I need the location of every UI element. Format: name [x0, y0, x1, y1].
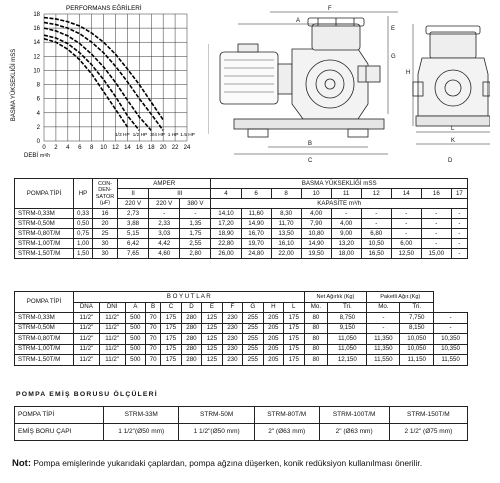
- col-subheader: G: [243, 302, 263, 313]
- table-cell: 4,42: [149, 239, 180, 249]
- col-amper-iii: III: [149, 189, 211, 199]
- x-tick-label: 12: [112, 145, 119, 151]
- table-cell: 0,75: [74, 229, 93, 239]
- pump-model-cell: STRM-0,80T/M: [15, 334, 74, 345]
- table-cell: -: [421, 209, 451, 219]
- table-cell: 5,15: [118, 229, 149, 239]
- table-row: [15, 249, 468, 259]
- performance-table: [14, 178, 468, 259]
- table-cell: 19,50: [301, 249, 331, 259]
- table-cell: 2,33: [149, 219, 180, 229]
- table-cell: 10,050: [400, 344, 434, 355]
- table-cell: 11,60: [241, 209, 271, 219]
- col-subheader: B: [146, 302, 161, 313]
- y-tick-label: 0: [36, 139, 40, 145]
- table-cell: 4,00: [331, 219, 361, 229]
- table-cell: 70: [146, 344, 161, 355]
- table-cell: 22,80: [211, 239, 241, 249]
- col-amper: AMPER: [118, 179, 211, 189]
- table-cell: 205: [263, 334, 283, 345]
- table-cell: 1,75: [180, 229, 211, 239]
- table-cell: -: [434, 323, 468, 334]
- table-cell: 9,150: [328, 323, 367, 334]
- table-cell: 9,00: [331, 229, 361, 239]
- table-cell: 2" (Ø63 mm): [254, 424, 319, 441]
- col-subheader: F: [222, 302, 242, 313]
- col-subheader: C: [161, 302, 181, 313]
- table-cell: 11/2": [74, 323, 100, 334]
- table-cell: 230: [222, 323, 242, 334]
- table-cell: 4,00: [301, 209, 331, 219]
- x-tick-label: 10: [100, 145, 107, 151]
- table-cell: 13,50: [271, 229, 301, 239]
- dim-label-c: C: [308, 158, 313, 164]
- col-pompa-tipi: POMPA TİPİ: [15, 179, 74, 209]
- table-cell: 19,70: [241, 239, 271, 249]
- chart-y-ticks: [33, 12, 40, 145]
- table-cell: 175: [161, 334, 181, 345]
- table-cell: 500: [125, 355, 145, 366]
- table-cell: 30: [93, 239, 118, 249]
- table-cell: 230: [222, 334, 242, 345]
- table-cell: 125: [202, 323, 222, 334]
- table-cell: 3,03: [149, 229, 180, 239]
- dimensions-table-body: [15, 313, 468, 366]
- table-cell: 20: [93, 219, 118, 229]
- x-tick-label: 24: [183, 145, 191, 151]
- table-cell: 205: [263, 355, 283, 366]
- table-cell: 11/2": [74, 344, 100, 355]
- col-subheader: H: [263, 302, 283, 313]
- col-head-12: 12: [361, 189, 391, 199]
- table-cell: -: [391, 229, 421, 239]
- col-kapasite: KAPASİTE m³/h: [211, 199, 468, 209]
- note-text: Pompa emişlerinde yukarıdaki çaplardan, pompa ağzına düşerken, konik redüksiyon kullanılması önerilir.: [31, 458, 423, 468]
- table-cell: -: [451, 229, 467, 239]
- table-cell: STRM-150T/M: [389, 407, 467, 424]
- chart-y-axis-label: BASMA YÜKSEKLİĞİ mSS: [11, 48, 17, 122]
- y-tick-label: 16: [33, 26, 40, 33]
- col-subheader: L: [284, 302, 304, 313]
- table-cell: 14,10: [211, 209, 241, 219]
- col-volt-1: 220 V: [118, 199, 149, 209]
- table-row: [15, 355, 468, 366]
- row-label-cell: POMPA TİPİ: [15, 407, 104, 424]
- pump-model-cell: STRM-0,50M: [15, 219, 74, 229]
- col-volt-3: 380 V: [180, 199, 211, 209]
- y-tick-label: 4: [36, 110, 40, 117]
- table-cell: 11/2": [99, 344, 125, 355]
- table-cell: 1,35: [180, 219, 211, 229]
- table-cell: 18,90: [211, 229, 241, 239]
- table-cell: 11,550: [367, 355, 400, 366]
- dim-label-f: F: [328, 6, 332, 12]
- table-cell: 6,80: [361, 229, 391, 239]
- suction-pipe-row-types: [15, 407, 468, 424]
- table-cell: -: [361, 209, 391, 219]
- table-cell: 17,20: [211, 219, 241, 229]
- table-cell: 80: [304, 334, 328, 345]
- table-cell: -: [367, 323, 400, 334]
- pump-model-cell: STRM-1,50T/M: [15, 249, 74, 259]
- y-tick-label: 2: [36, 124, 40, 131]
- dim-label-k: K: [451, 138, 456, 144]
- table-cell: 500: [125, 334, 145, 345]
- table-cell: 70: [146, 334, 161, 345]
- table-cell: -: [391, 209, 421, 219]
- table-cell: 11,050: [328, 334, 367, 345]
- table-cell: -: [421, 219, 451, 229]
- table-row: [15, 219, 468, 229]
- table-cell: 13,20: [331, 239, 361, 249]
- table-cell: 8,150: [400, 323, 434, 334]
- y-tick-label: 8: [36, 82, 40, 89]
- col-paketli-agirlik: Paketli Ağır.(Kg): [367, 292, 434, 303]
- table-cell: 15,00: [421, 249, 451, 259]
- x-tick-label: 20: [159, 145, 167, 151]
- col-head-16: 16: [421, 189, 451, 199]
- table-cell: -: [331, 209, 361, 219]
- col-head-17: 17: [451, 189, 467, 199]
- series-label-4: 1 HP: [167, 133, 179, 138]
- col-subheader: DNI: [99, 302, 125, 313]
- table-cell: 230: [222, 355, 242, 366]
- pump-model-cell: STRM-1,00T/M: [15, 344, 74, 355]
- table-cell: 175: [161, 323, 181, 334]
- col-kondansator: CON- DEN- SATOR (µF): [93, 179, 118, 209]
- x-tick-label: 18: [147, 145, 155, 151]
- table-cell: 205: [263, 344, 283, 355]
- table-cell: 7,65: [118, 249, 149, 259]
- table-cell: 22,00: [271, 249, 301, 259]
- col-subheader: DNA: [74, 302, 100, 313]
- table-cell: 11/2": [99, 313, 125, 324]
- dimensions-table: [14, 291, 468, 366]
- table-cell: 255: [243, 355, 263, 366]
- table-cell: -: [434, 313, 468, 324]
- table-cell: 16,70: [241, 229, 271, 239]
- col-subheader: Tri.: [328, 302, 367, 313]
- table-cell: 80: [304, 313, 328, 324]
- dim-label-g: G: [391, 54, 396, 60]
- note-label: Not:: [12, 458, 31, 469]
- performance-chart: [0, 0, 200, 162]
- table-cell: 255: [243, 344, 263, 355]
- table-cell: 8,750: [328, 313, 367, 324]
- table-cell: STRM-33M: [104, 407, 179, 424]
- table-cell: 70: [146, 323, 161, 334]
- table-cell: 280: [181, 355, 201, 366]
- pump-model-cell: STRM-0,33M: [15, 209, 74, 219]
- table-cell: 230: [222, 344, 242, 355]
- table-cell: 11/2": [99, 323, 125, 334]
- table-cell: 280: [181, 323, 201, 334]
- col-amper-ii: II: [118, 189, 149, 199]
- table-cell: 12,150: [328, 355, 367, 366]
- pump-model-cell: STRM-1,00T/M: [15, 239, 74, 249]
- dimensions-subheader: [15, 302, 468, 313]
- table-cell: 11/2": [99, 334, 125, 345]
- table-cell: 125: [202, 355, 222, 366]
- col-hp: HP: [74, 179, 93, 209]
- table-cell: 10,80: [301, 229, 331, 239]
- table-cell: 11,550: [434, 355, 468, 366]
- table-cell: 2,73: [118, 209, 149, 219]
- table-cell: 7,90: [301, 219, 331, 229]
- pump-model-cell: STRM-0,80T/M: [15, 229, 74, 239]
- table-cell: 80: [304, 355, 328, 366]
- pump-model-cell: STRM-1,50T/M: [15, 355, 74, 366]
- table-cell: 2 1/2" (Ø75 mm): [389, 424, 467, 441]
- col-pompa-tipi: POMPA TİPİ: [15, 292, 74, 313]
- series-line-1: [44, 39, 127, 127]
- table-cell: 11,150: [400, 355, 434, 366]
- table-cell: 280: [181, 334, 201, 345]
- performance-table-body: [15, 209, 468, 259]
- table-cell: 1 1/2"(Ø50 mm): [104, 424, 179, 441]
- table-cell: 4,60: [149, 249, 180, 259]
- table-cell: 1,50: [74, 249, 93, 259]
- table-cell: 11,350: [367, 334, 400, 345]
- table-row: [15, 313, 468, 324]
- table-row: [15, 239, 468, 249]
- series-label-3: 3/4 HP: [150, 133, 165, 138]
- table-cell: -: [367, 313, 400, 324]
- chart-title: PERFORMANS EĞRİLERİ: [66, 5, 142, 12]
- table-cell: 2" (Ø63 mm): [319, 424, 389, 441]
- col-head-10: 10: [301, 189, 331, 199]
- table-cell: 6,00: [391, 239, 421, 249]
- chart-series-labels: [115, 132, 195, 138]
- suction-pipe-row-diameters: [15, 424, 468, 441]
- table-cell: 10,350: [434, 344, 468, 355]
- table-cell: 125: [202, 334, 222, 345]
- table-cell: -: [180, 209, 211, 219]
- table-row: [15, 323, 468, 334]
- table-cell: 255: [243, 313, 263, 324]
- col-boyutlar: B O Y U T L A R: [74, 292, 305, 303]
- table-cell: 16,50: [361, 249, 391, 259]
- table-cell: 11,050: [328, 344, 367, 355]
- table-cell: 14,90: [301, 239, 331, 249]
- table-cell: -: [451, 209, 467, 219]
- series-line-3: [44, 28, 151, 130]
- col-subheader: D: [181, 302, 201, 313]
- table-cell: 175: [161, 313, 181, 324]
- table-cell: 230: [222, 313, 242, 324]
- table-cell: 175: [284, 323, 304, 334]
- dim-label-b: B: [308, 141, 313, 147]
- table-cell: 205: [263, 313, 283, 324]
- dim-label-d: D: [448, 158, 453, 164]
- table-cell: 25: [93, 229, 118, 239]
- table-cell: 255: [243, 323, 263, 334]
- y-tick-label: 12: [33, 54, 40, 61]
- table-row: [15, 334, 468, 345]
- table-cell: 80: [304, 344, 328, 355]
- y-tick-label: 14: [33, 40, 40, 47]
- table-cell: 16: [93, 209, 118, 219]
- table-cell: 11,350: [367, 344, 400, 355]
- series-label-2: 1/2 HP: [132, 133, 148, 138]
- table-cell: 255: [243, 334, 263, 345]
- suction-pipe-table: [14, 406, 468, 441]
- col-subheader: Tri.: [400, 302, 434, 313]
- table-cell: 2,80: [180, 249, 211, 259]
- col-net-agirlik: Net Ağırlık (Kg): [304, 292, 367, 303]
- table-cell: 11/2": [99, 355, 125, 366]
- table-cell: 10,050: [400, 334, 434, 345]
- y-tick-label: 10: [33, 68, 40, 75]
- table-cell: -: [421, 239, 451, 249]
- col-subheader: E: [202, 302, 222, 313]
- table-cell: 175: [161, 344, 181, 355]
- table-cell: 7,750: [400, 313, 434, 324]
- table-cell: 0,50: [74, 219, 93, 229]
- table-cell: 0,33: [74, 209, 93, 219]
- table-cell: 1,00: [74, 239, 93, 249]
- table-cell: -: [451, 249, 467, 259]
- dim-label-a: A: [296, 18, 301, 24]
- col-subheader: A: [125, 302, 145, 313]
- table-cell: 175: [284, 334, 304, 345]
- table-cell: STRM-50M: [179, 407, 254, 424]
- dim-label-l: L: [451, 126, 455, 132]
- table-cell: 11/2": [74, 313, 100, 324]
- table-cell: 26,00: [211, 249, 241, 259]
- table-cell: 175: [161, 355, 181, 366]
- table-cell: 500: [125, 344, 145, 355]
- table-cell: -: [149, 209, 180, 219]
- pump-model-cell: STRM-0,50M: [15, 323, 74, 334]
- table-cell: 1 1/2"(Ø50 mm): [179, 424, 254, 441]
- table-cell: -: [361, 219, 391, 229]
- col-head-6: 6: [241, 189, 271, 199]
- series-label-1: 1/3 HP: [115, 133, 130, 138]
- table-cell: 80: [304, 323, 328, 334]
- table-cell: 175: [284, 313, 304, 324]
- pump-model-cell: STRM-0,33M: [15, 313, 74, 324]
- pump-technical-drawing: [208, 4, 490, 164]
- table-cell: 2,55: [180, 239, 211, 249]
- table-cell: 10,350: [434, 334, 468, 345]
- footnote: [12, 458, 422, 469]
- x-tick-label: 14: [124, 145, 131, 151]
- table-cell: 14,90: [241, 219, 271, 229]
- table-cell: 10,50: [361, 239, 391, 249]
- table-cell: 24,80: [241, 249, 271, 259]
- x-tick-label: 2: [54, 145, 58, 151]
- table-cell: 280: [181, 344, 201, 355]
- table-cell: 70: [146, 355, 161, 366]
- dim-label-h: H: [406, 70, 411, 76]
- table-cell: 280: [181, 313, 201, 324]
- y-tick-label: 6: [36, 96, 40, 103]
- col-head-14: 14: [391, 189, 421, 199]
- series-label-5: 1.5 HP: [180, 133, 195, 138]
- table-cell: 125: [202, 344, 222, 355]
- table-cell: 6,42: [118, 239, 149, 249]
- table-cell: STRM-100T/M: [319, 407, 389, 424]
- col-subheader: Mo.: [367, 302, 400, 313]
- y-tick-label: 18: [33, 12, 40, 18]
- col-head-8: 8: [271, 189, 301, 199]
- x-tick-label: 0: [42, 145, 46, 151]
- chart-grid: [44, 14, 187, 141]
- dim-label-e: E: [391, 26, 396, 32]
- row-label-cell: EMİŞ BORU ÇAPI: [15, 424, 104, 441]
- col-head-4: 4: [211, 189, 241, 199]
- col-volt-2: 220 V: [149, 199, 180, 209]
- table-row: [15, 209, 468, 219]
- col-subheader: Mo.: [304, 302, 328, 313]
- x-tick-label: 8: [89, 145, 94, 151]
- table-cell: 11/2": [74, 334, 100, 345]
- table-cell: 500: [125, 313, 145, 324]
- table-cell: 125: [202, 313, 222, 324]
- table-cell: 3,88: [118, 219, 149, 229]
- table-cell: -: [391, 219, 421, 229]
- table-cell: 205: [263, 323, 283, 334]
- chart-x-axis-label: DEBİ m³/h: [24, 153, 51, 159]
- table-cell: 18,00: [331, 249, 361, 259]
- col-head-11: 11: [331, 189, 361, 199]
- table-cell: -: [451, 219, 467, 229]
- table-cell: 500: [125, 323, 145, 334]
- table-cell: STRM-80T/M: [254, 407, 319, 424]
- table-cell: 11,70: [271, 219, 301, 229]
- chart-x-ticks: [42, 145, 191, 151]
- suction-pipe-title: POMPA EMİŞ BORUSU ÖLÇÜLERİ: [16, 391, 158, 398]
- table-row: [15, 344, 468, 355]
- table-cell: 175: [284, 355, 304, 366]
- table-cell: -: [451, 239, 467, 249]
- table-cell: 11/2": [74, 355, 100, 366]
- x-tick-label: 6: [78, 145, 82, 151]
- table-cell: -: [421, 229, 451, 239]
- table-cell: 16,10: [271, 239, 301, 249]
- table-cell: 8,30: [271, 209, 301, 219]
- table-row: [15, 229, 468, 239]
- table-cell: 70: [146, 313, 161, 324]
- table-cell: 30: [93, 249, 118, 259]
- x-tick-label: 22: [171, 145, 179, 151]
- x-tick-label: 16: [135, 145, 143, 151]
- col-basma: BASMA YÜKSEKLİĞİ mSS: [211, 179, 468, 189]
- x-tick-label: 4: [66, 145, 70, 151]
- table-cell: 12,50: [391, 249, 421, 259]
- table-cell: 175: [284, 344, 304, 355]
